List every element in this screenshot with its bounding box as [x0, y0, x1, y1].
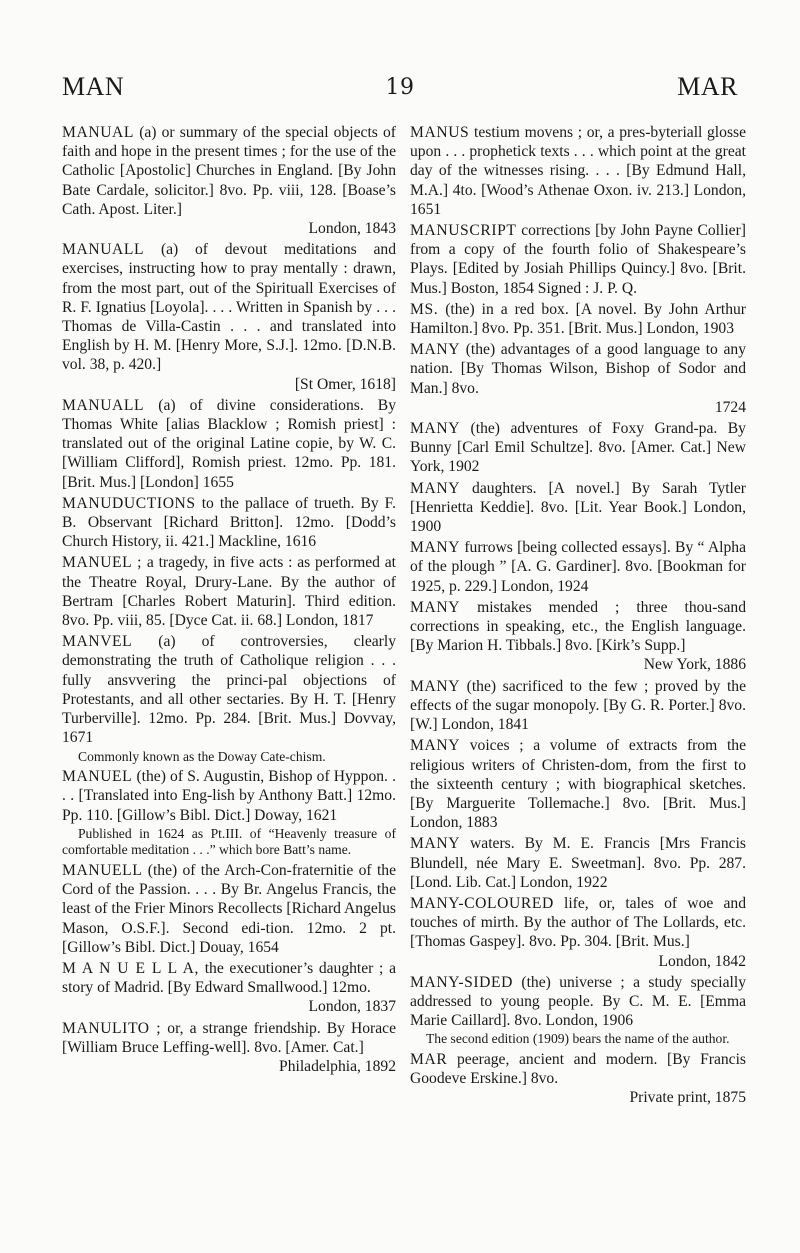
entry-text: or, a strange friendship. By Horace [William Bruce Leffing-well]. 8vo. [Amer. Cat.] [62, 1019, 397, 1056]
catalogue-entry [410, 538, 746, 596]
catalogue-entry [410, 123, 746, 219]
catalogue-entry [410, 340, 746, 417]
entry-text: (a) of controversies, clearly demonstrating the truth of Catholique religion . . . fully ansvvering the princi-pal objections of Protestants, and all other sectaries. By H. T. [Henry Turberville]. 12mo. Pp. 284. [Brit. Mus.] Dovvay, 1671 [62, 633, 396, 747]
entry-headword: MANUALL [62, 241, 145, 259]
page-number: 19 [385, 75, 415, 100]
entry-headword: MANUAL [62, 124, 135, 141]
entry-headword: MANUEL ; [62, 554, 143, 572]
entry-headword: MAR [410, 1050, 448, 1068]
entry-text: (a) or summary of the special objects of faith and hope in the present times ; for the use of the Catholic [Apostolic] Churches in England. [By John Bate Cardale, solicitor.] 8vo. Pp. viii, 128. [Boase’s Cath. Apost. Liter.] [62, 124, 396, 218]
catalogue-entry [62, 959, 396, 1017]
catalogue-entry [410, 736, 746, 832]
left-column [62, 123, 396, 1078]
header-left: MAN [62, 72, 125, 101]
entry-imprint: London, 1843 [308, 220, 396, 238]
entry-imprint: London, 1842 [658, 952, 746, 970]
entry-text: the executioner’s daughter ; a story of Madrid. [By Edward Smallwood.] 12mo. [62, 959, 396, 997]
entry-text: life, or, tales of woe and touches of mirth. By the author of The Lollards, etc. [Thomas Gaspey]. 8vo. Pp. 304. [Brit. Mus.] [410, 894, 746, 951]
entry-text: daughters. [A novel.] By Sarah Tytler [Henrietta Keddie]. 8vo. [Lit. Year Book.] London, 1900 [410, 479, 746, 536]
running-header [62, 72, 738, 110]
entry-headword: MANY [410, 598, 461, 616]
entry-headword: MANY [410, 341, 461, 359]
entry-imprint: [St Omer, 1618] [294, 375, 396, 393]
entry-headword: MANY [410, 737, 461, 755]
entry-text: corrections [by John Payne Collier] from a copy of the fourth folio of Shakespeare’s Plays. [Edited by Josiah Phillips Quincy.] 8vo. [Brit. Mus.] Boston, 1854 Signed : J. P. Q. [410, 222, 746, 297]
catalogue-entry [62, 396, 396, 492]
entry-note: The second edition (1909) bears the name of the author. [426, 1031, 730, 1047]
entry-headword: MANY [410, 479, 461, 497]
entry-text: to the pallace of trueth. By F. B. Observant [Richard Britton]. 12mo. [Dodd’s Church History, ii. 421.] Mackline, 1616 [62, 494, 396, 551]
entry-headword: MANY [410, 420, 461, 438]
entry-text: (the) of S. Augustin, Bishop of Hyppon. . . . [Translated into Eng-lish by Anthony Batt.] 12mo. Pp. 110. [Gillow’s Bibl. Dict.] Doway, 1621 [62, 768, 396, 824]
entry-note: Commonly known as the Doway Cate-chism. [78, 748, 326, 764]
entry-text: (the) in a red box. [A novel. By John Arthur Hamilton.] 8vo. Pp. 351. [Brit. Mus.] London, 1903 [410, 300, 747, 338]
entry-text: (the) advantages of a good language to any nation. [By Thomas Wilson, Bishop of Sodor and Man.] 8vo. [410, 341, 746, 397]
catalogue-entry [62, 494, 396, 552]
entry-headword: MS. [410, 300, 439, 318]
entry-headword: MANY [410, 835, 461, 853]
header-right: MAR [677, 72, 738, 101]
entry-imprint: New York, 1886 [643, 656, 746, 674]
entry-note: Published in 1624 as Pt.III. of “Heavenly treasure of comfortable meditation . . .” which bore Batt’s name. [62, 825, 396, 858]
entry-headword: MANY-SIDED [410, 973, 514, 991]
entry-imprint: Private print, 1875 [629, 1089, 746, 1107]
entry-headword: MANULITO ; [62, 1019, 162, 1037]
catalogue-entry [410, 834, 746, 892]
entry-headword: MANY [410, 539, 461, 557]
entry-headword: MANUS [410, 124, 470, 141]
entry-text: (the) of the Arch-Con-fraternitie of the Cord of the Passion. . . . By Br. Angelus Francis, the least of the Frier Minors Recollects [Richard Angelus Mason, O.S.F.]. Second edi-tion. 12mo. 2 pt. [Gillow’s Bibl. Dict.] Douay, 1654 [62, 861, 396, 956]
entry-text: waters. By M. E. Francis [Mrs Francis Blundell, née Mary E. Sweetman]. 8vo. Pp. 287. [Lond. Lib. Cat.] London, 1922 [410, 835, 746, 891]
entry-text: (a) of divine considerations. By Thomas White [alias Blacklow ; Romish priest] : translated out of the original Latine copie, by W. C. [William Clifford], Romish priest. 12mo. Pp. 181. [Brit. Mus.] [London] 1655 [62, 396, 396, 491]
catalogue-entry [62, 123, 396, 238]
catalogue-entry [410, 479, 746, 537]
catalogue-entry [410, 677, 746, 735]
catalogue-entry [62, 861, 396, 957]
catalogue-entry [410, 221, 746, 298]
entry-text: (the) sacrificed to the few ; proved by the effects of the sugar monopoly. [By G. R. Porter.] 8vo. [W.] London, 1841 [410, 677, 746, 734]
entry-headword: MANY-COLOURED [410, 894, 554, 912]
catalogue-entry [410, 419, 746, 477]
entry-imprint: London, 1837 [308, 998, 396, 1016]
catalogue-entry [62, 240, 396, 394]
entry-text: mistakes mended ; three thou-sand corrections in speaking, etc., the English language. [By Marion H. Tibbals.] 8vo. [Kirk’s Supp.] [410, 598, 746, 655]
catalogue-entry [410, 1050, 746, 1108]
entry-text: a tragedy, in five acts : as performed at the Theatre Royal, Drury-Lane. By the author of Bertram [Charles Robert Maturin]. Third edition. 8vo. Pp. viii, 85. [Dyce Cat. ii. 68.] London, 1817 [62, 554, 396, 630]
entry-headword: M A N U E L L A, [62, 959, 200, 977]
catalogue-entry [62, 632, 396, 765]
entry-headword: MANUALL [62, 396, 145, 414]
catalogue-entry [410, 973, 746, 1048]
entry-headword: MANVEL [62, 633, 133, 651]
catalogue-entry [410, 894, 746, 971]
catalogue-entry [410, 598, 746, 675]
entry-headword: MANUELL [62, 861, 143, 879]
catalogue-entry [62, 1019, 396, 1077]
entry-headword: MANUDUCTIONS [62, 494, 196, 512]
entry-text: testium movens ; or, a pres-byteriall glosse upon . . . prophetick texts . . . which point at the great day of the witnesses rising. . . . [By Edmund Hall, M.A.] 4to. [Wood’s Athenae Oxon. iv. 213.] London, 1651 [410, 124, 746, 218]
entry-text: (a) of devout meditations and exercises, instructing how to pray mentally : drawn, from the most part, out of the Spirituall Exercises of R. F. Ignatius [Loyola]. . . . Written in Spanish by . . . Thomas de Villa-Castin . . . and translated into English by H. M. [Henry More, S.J.]. 12mo. [D.N.B. vol. 38, p. 420.] [62, 241, 396, 374]
right-column [410, 123, 746, 1110]
entry-text: voices ; a volume of extracts from the religious writers of Christen-dom, from the first to the sixteenth century ; with biographical sketches. [By Marguerite Tollemache.] 8vo. [Brit. Mus.] London, 1883 [410, 737, 746, 832]
catalogue-entry [410, 300, 746, 338]
entry-text: peerage, ancient and modern. [By Francis Goodeve Erskine.] 8vo. [410, 1050, 746, 1088]
entry-headword: MANUSCRIPT [410, 222, 517, 240]
catalogue-entry [62, 553, 396, 630]
entry-headword: MANY [410, 677, 461, 695]
entry-headword: MANUEL [62, 768, 133, 786]
entry-imprint: Philadelphia, 1892 [279, 1057, 396, 1075]
entry-imprint: 1724 [714, 398, 746, 416]
catalogue-entry [62, 767, 396, 859]
entry-text: (the) universe ; a study specially addressed to young people. By C. M. E. [Emma Marie Caillard]. 8vo. London, 1906 [410, 973, 746, 1030]
entry-text: furrows [being collected essays]. By “ Alpha of the plough ” [A. G. Gardiner]. 8vo. [Bookman for 1925, p. 229.] London, 1924 [410, 539, 746, 595]
entry-text: (the) adventures of Foxy Grand-pa. By Bunny [Carl Emil Schultze]. 8vo. [Amer. Cat.] New York, 1902 [410, 420, 746, 476]
